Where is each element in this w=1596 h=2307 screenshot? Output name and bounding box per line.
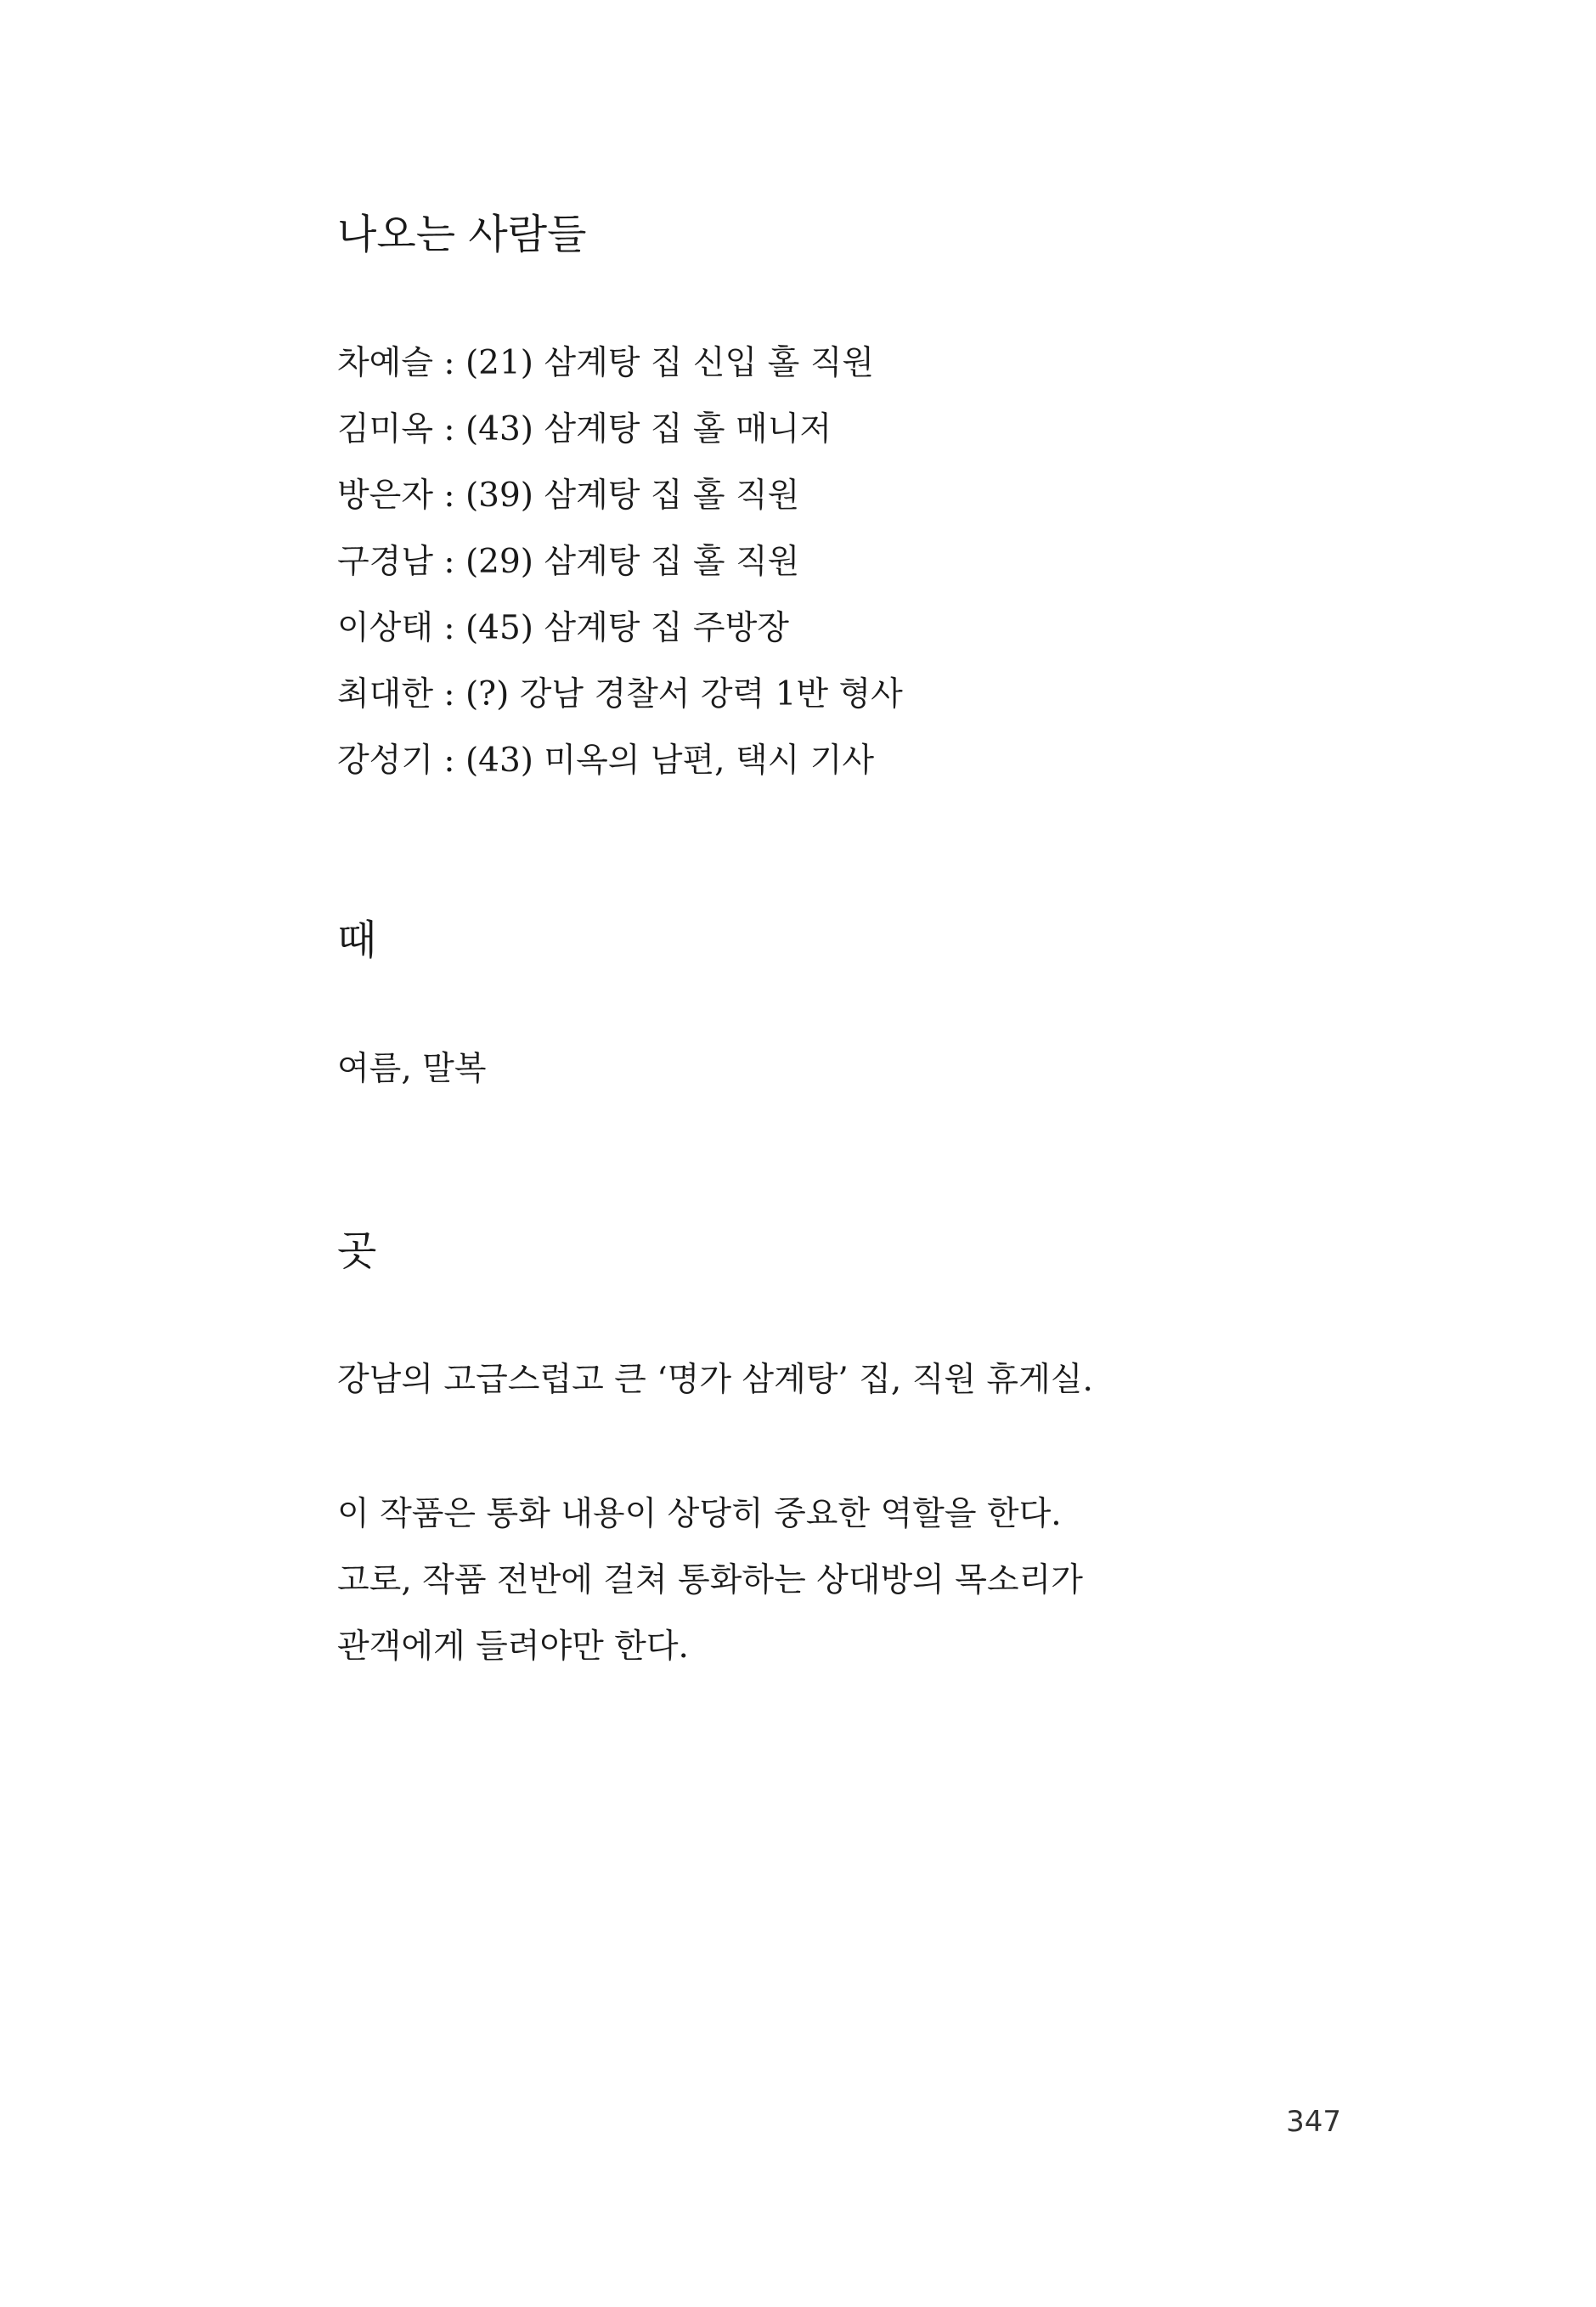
character-item: 차예슬 : (21) 삼계탕 집 신입 홀 직원 bbox=[337, 344, 875, 382]
character-item: 방은자 : (39) 삼계탕 집 홀 직원 bbox=[337, 477, 800, 515]
characters-heading: 나오는 사람들 bbox=[337, 211, 587, 258]
note-line: 관객에게 들려야만 한다. bbox=[337, 1627, 689, 1666]
character-item: 최대한 : (?) 강남 경찰서 강력 1반 형사 bbox=[337, 675, 903, 714]
character-item: 김미옥 : (43) 삼계탕 집 홀 매니저 bbox=[337, 410, 832, 448]
time-heading: 때 bbox=[337, 917, 377, 964]
place-heading: 곳 bbox=[337, 1227, 377, 1275]
place-block bbox=[337, 1347, 1093, 1413]
page-number: 347 bbox=[1286, 2105, 1341, 2139]
character-list bbox=[337, 330, 903, 794]
production-note bbox=[337, 1481, 1083, 1680]
character-item: 이상태 : (45) 삼계탕 집 주방장 bbox=[337, 609, 789, 647]
time-text: 여름, 말복 bbox=[337, 1050, 487, 1088]
place-text: 강남의 고급스럽고 큰 ‘명가 삼계탕’ 집, 직원 휴게실. bbox=[337, 1361, 1093, 1399]
note-line: 고로, 작품 전반에 걸쳐 통화하는 상대방의 목소리가 bbox=[337, 1561, 1083, 1599]
character-item: 강성기 : (43) 미옥의 남편, 택시 기사 bbox=[337, 742, 875, 780]
character-item: 구경남 : (29) 삼계탕 집 홀 직원 bbox=[337, 543, 800, 581]
time-block bbox=[337, 1036, 487, 1103]
note-line: 이 작품은 통화 내용이 상당히 중요한 역할을 한다. bbox=[337, 1495, 1062, 1533]
